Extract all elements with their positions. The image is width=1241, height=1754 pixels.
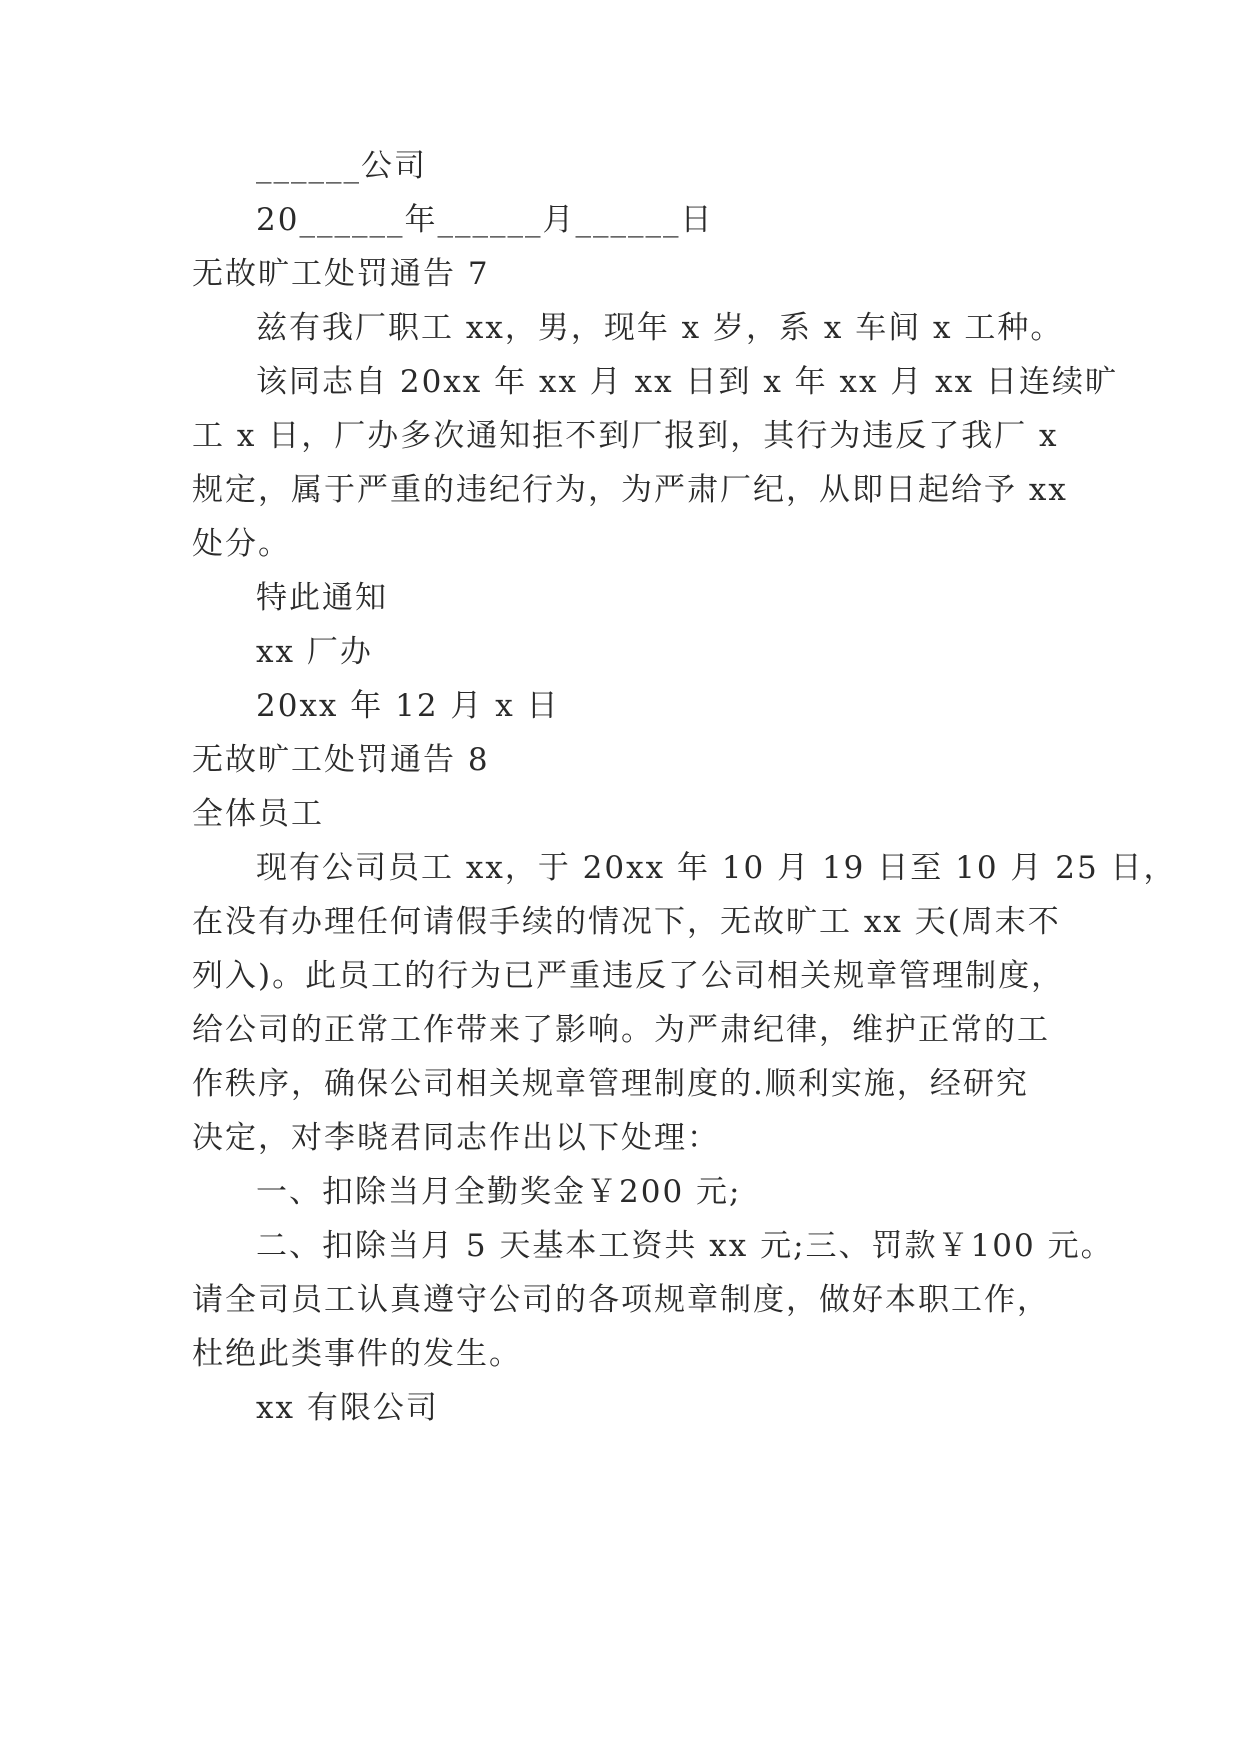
notice8-issuer: xx 有限公司	[256, 1390, 439, 1426]
notice8-paragraph-1-line: 在没有办理任何请假手续的情况下，无故旷工 xx 天(周末不	[192, 904, 1061, 940]
notice7-closing: 特此通知	[256, 580, 388, 616]
notice8-paragraph-1-line: 给公司的正常工作带来了影响。为严肃纪律，维护正常的工	[192, 1012, 1050, 1048]
company-blank-line: ______公司	[256, 148, 427, 184]
notice7-paragraph-1: 兹有我厂职工 xx，男，现年 x 岁，系 x 车间 x 工种。	[256, 310, 1064, 346]
notice8-paragraph-1-line: 决定，对李晓君同志作出以下处理：	[192, 1120, 720, 1156]
notice8-item-1: 一、扣除当月全勤奖金￥200 元;	[256, 1174, 742, 1210]
notice7-paragraph-2-line: 工 x 日，厂办多次通知拒不到厂报到，其行为违反了我厂 x	[192, 418, 1059, 454]
notice7-issuer: xx 厂办	[256, 634, 373, 670]
notice7-paragraph-2-line: 处分。	[192, 526, 291, 562]
notice7-date: 20xx 年 12 月 x 日	[256, 688, 560, 724]
notice7-title: 无故旷工处罚通告 7	[192, 256, 490, 292]
notice8-paragraph-1-line: 现有公司员工 xx，于 20xx 年 10 月 19 日至 10 月 25 日，	[256, 850, 1177, 886]
notice8-addressee: 全体员工	[192, 796, 324, 832]
notice7-paragraph-2-line: 规定，属于严重的违纪行为，为严肃厂纪，从即日起给予 xx	[192, 472, 1068, 508]
notice8-paragraph-1-line: 列入)。此员工的行为已严重违反了公司相关规章管理制度，	[192, 958, 1065, 994]
notice8-title: 无故旷工处罚通告 8	[192, 742, 490, 778]
notice8-paragraph-2-line: 杜绝此类事件的发生。	[192, 1336, 522, 1372]
notice8-paragraph-1-line: 作秩序，确保公司相关规章管理制度的.顺利实施，经研究	[192, 1066, 1029, 1102]
notice8-paragraph-2-line: 请全司员工认真遵守公司的各项规章制度，做好本职工作，	[192, 1282, 1050, 1318]
date-blank-line: 20______年______月______日	[256, 202, 714, 238]
notice7-paragraph-2-line: 该同志自 20xx 年 xx 月 xx 日到 x 年 xx 月 xx 日连续旷	[256, 364, 1119, 400]
notice8-paragraph-2-line: 二、扣除当月 5 天基本工资共 xx 元;三、罚款￥100 元。	[256, 1228, 1114, 1264]
